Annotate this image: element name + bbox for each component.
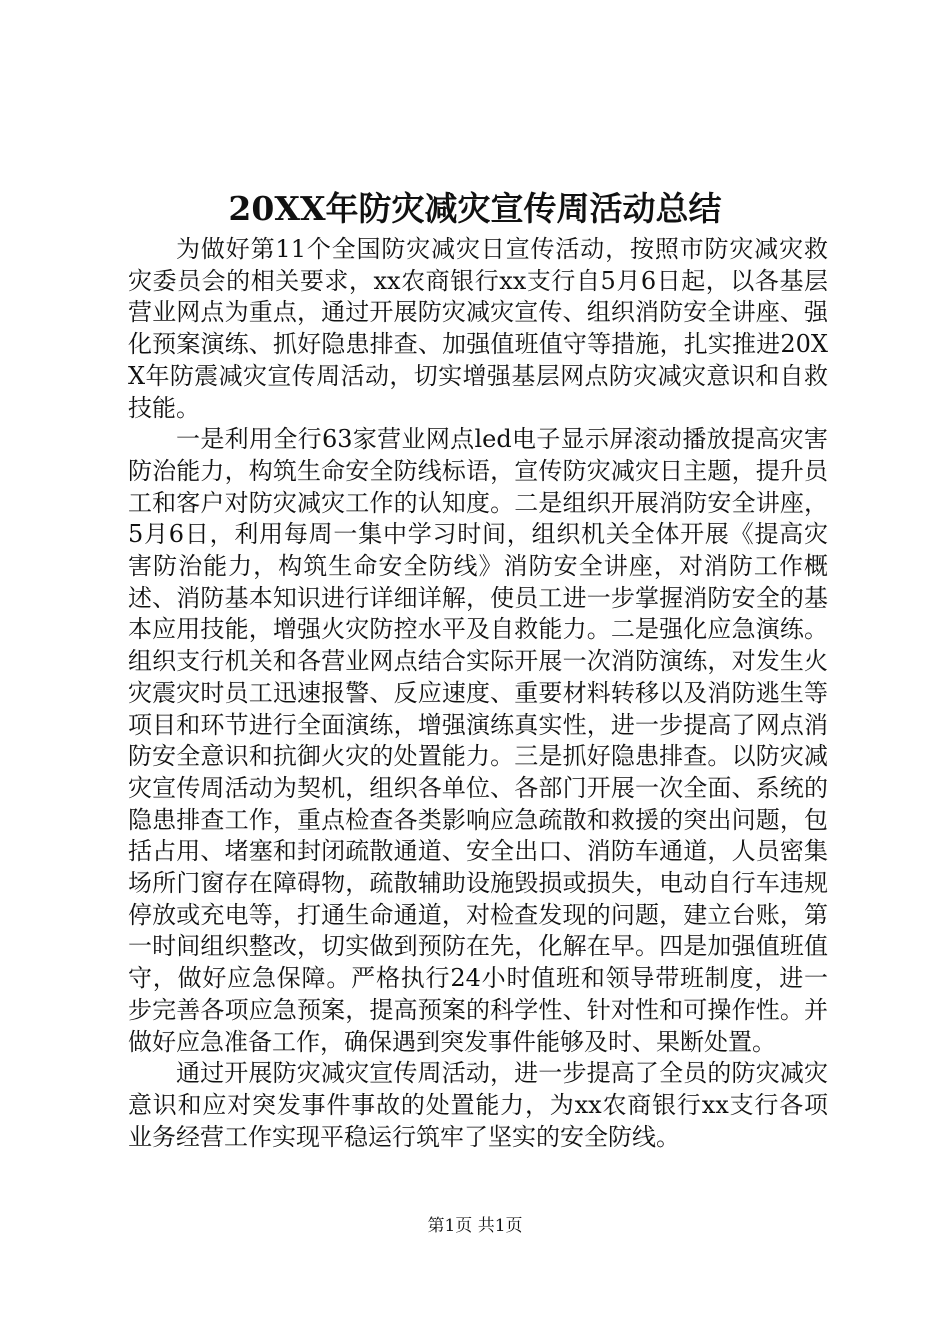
document-title: 20XX年防灾减灾宣传周活动总结: [228, 189, 722, 228]
paragraph-measures: 一是利用全行63家营业网点led电子显示屏滚动播放提高灾害防治能力，构筑生命安全防线标语，宣传防灾减灾日主题，提升员工和客户对防灾减灾工作的认知度。二是组织开展消防安全讲座，5月6日，利用每周一集中学习时间，组织机关全体开展《提高灾害防治能力，构筑生命安全防线》消防安全讲座，对消防工作概述、消防基本知识进行详细详解，使员工进一步掌握消防安全的基本应用技能，增强火灾防控水平及自救能力。二是强化应急演练。组织支行机关和各营业网点结合实际开展一次消防演练，对发生火灾震灾时员工迅速报警、反应速度、重要材料转移以及消防逃生等项目和环节进行全面演练，增强演练真实性，进一步提高了网点消防安全意识和抗御火灾的处置能力。三是抓好隐患排查。以防灾减灾宣传周活动为契机，组织各单位、各部门开展一次全面、系统的隐患排查工作，重点检查各类影响应急疏散和救援的突出问题，包括占用、堵塞和封闭疏散通道、安全出口、消防车通道，人员密集场所门窗存在障碍物，疏散辅助设施毁损或损失，电动自行车违规停放或充电等，打通生命通道，对检查发现的问题，建立台账，第一时间组织整改，切实做到预防在先，化解在早。四是加强值班值守，做好应急保障。严格执行24小时值班和领导带班制度，进一步完善各项应急预案，提高预案的科学性、针对性和可操作性。并做好应急准备工作，确保遇到突发事件能够及时、果断处置。: [128, 425, 828, 1056]
paragraph-conclusion: 通过开展防灾减灾宣传周活动，进一步提高了全员的防灾减灾意识和应对突发事件事故的处置能力，为xx农商银行xx支行各项业务经营工作实现平稳运行筑牢了坚实的安全防线。: [128, 1059, 828, 1151]
page-footer: 第1页 共1页: [427, 1216, 523, 1236]
document-body: [128, 234, 828, 1153]
paragraph-intro: 为做好第11个全国防灾减灾日宣传活动，按照市防灾减灾救灾委员会的相关要求，xx农商银行xx支行自5月6日起，以各基层营业网点为重点，通过开展防灾减灾宣传、组织消防安全讲座、强化预案演练、抓好隐患排查、加强值班值守等措施，扎实推进20XX年防震减灾宣传周活动，切实增强基层网点防灾减灾意识和自救技能。: [128, 235, 828, 422]
